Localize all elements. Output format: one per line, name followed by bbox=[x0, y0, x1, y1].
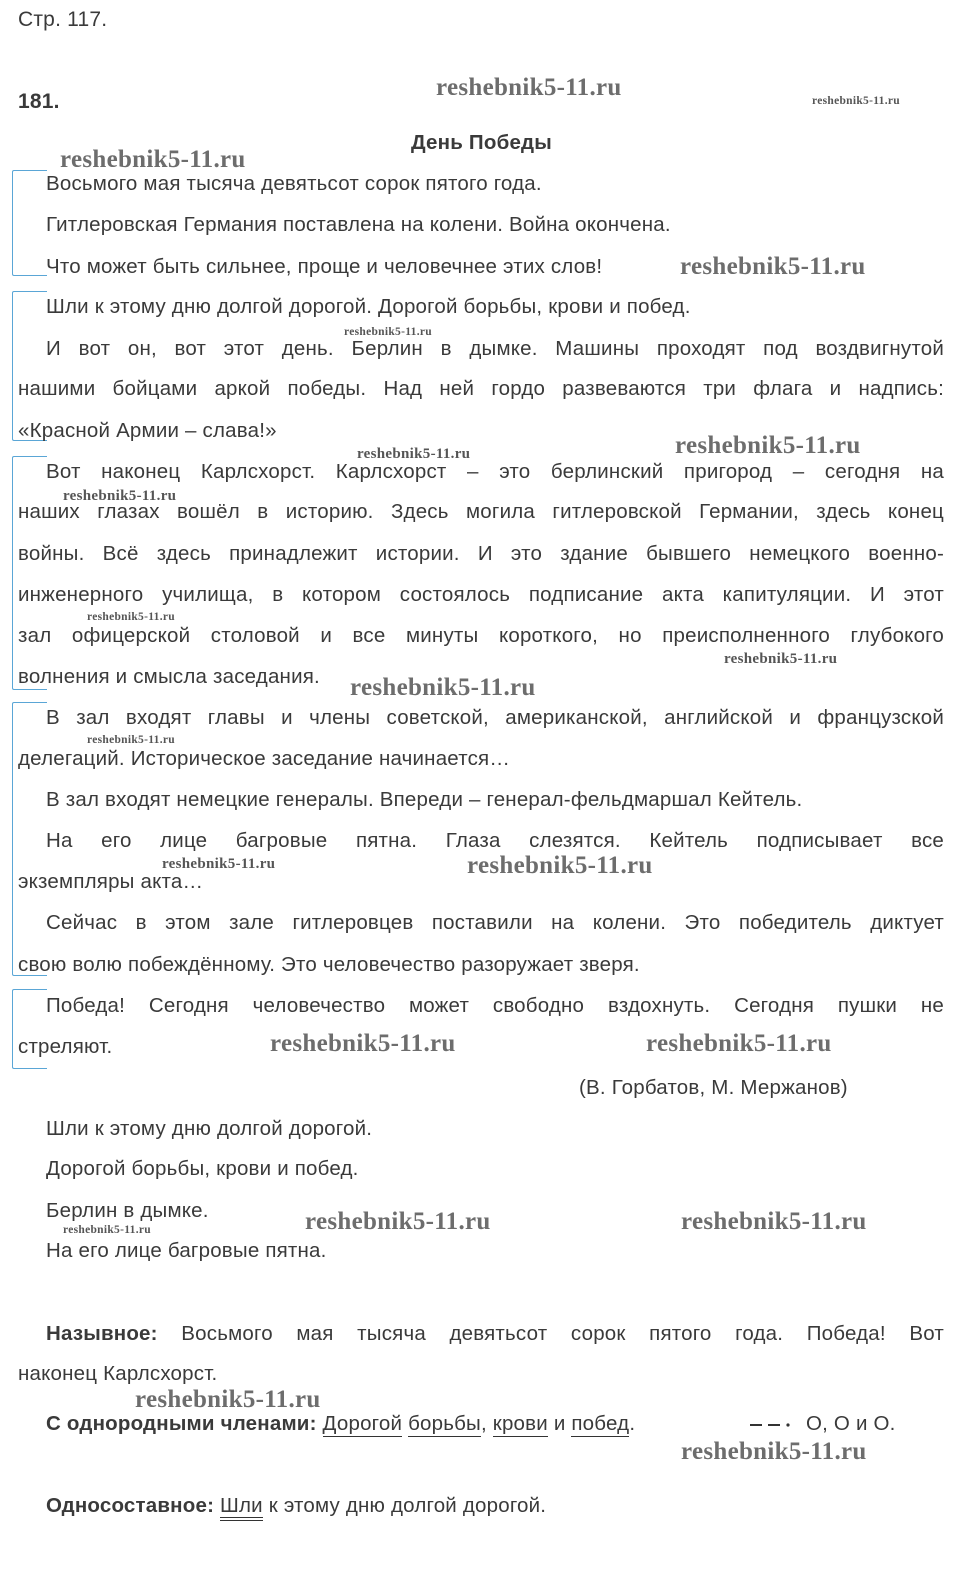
watermark: reshebnik5-11.ru bbox=[681, 1438, 867, 1465]
dash-dot-underline-icon bbox=[748, 1416, 798, 1432]
comma: , bbox=[480, 1412, 487, 1435]
text-author: (В. Горбатов, М. Мержанов) bbox=[579, 1076, 848, 1099]
watermark: reshebnik5-11.ru bbox=[357, 446, 471, 462]
text-line: наших глазах вошёл в историю. Здесь могила гитлеровской Германии, здесь конец bbox=[18, 500, 944, 523]
text-line: Что может быть сильнее, проще и человечнее этих слов! bbox=[46, 255, 603, 278]
watermark: reshebnik5-11.ru bbox=[305, 1208, 491, 1235]
watermark: reshebnik5-11.ru bbox=[135, 1386, 321, 1413]
text-line: Победа! Сегодня человечество может свободно вздохнуть. Сегодня пушки не bbox=[46, 994, 944, 1017]
nominative-text: Восьмого мая тысяча девятьсот сорок пятого года. Победа! Вот bbox=[181, 1322, 944, 1345]
homogeneous-label: С однородными членами: bbox=[46, 1412, 317, 1435]
text-line: В зал входят немецкие генералы. Впереди – генерал-фельдмаршал Кейтель. bbox=[46, 788, 803, 811]
text-title: День Победы bbox=[411, 131, 552, 154]
one-part-answer bbox=[46, 1494, 546, 1518]
watermark: reshebnik5-11.ru bbox=[350, 674, 536, 701]
text-line: Восьмого мая тысяча девятьсот сорок пятого года. bbox=[46, 172, 542, 195]
excerpt-line: На его лице багровые пятна. bbox=[46, 1239, 327, 1262]
homogeneous-word: Дорогой bbox=[322, 1412, 403, 1435]
text-line: Сейчас в этом зале гитлеровцев поставили на колени. Это победитель диктует bbox=[46, 911, 944, 934]
paragraph-bracket bbox=[12, 170, 47, 276]
watermark: reshebnik5-11.ru bbox=[724, 651, 838, 667]
text-line: войны. Всё здесь принадлежит истории. И это здание бывшего немецкого военно- bbox=[18, 542, 944, 565]
one-part-label: Односоставное: bbox=[46, 1494, 215, 1517]
watermark: reshebnik5-11.ru bbox=[270, 1030, 456, 1057]
watermark: reshebnik5-11.ru bbox=[344, 326, 432, 338]
homogeneous-answer bbox=[46, 1412, 635, 1436]
page-reference: Стр. 117. bbox=[18, 8, 108, 31]
text-line: инженерного училища, в котором состоялось подписание акта капитуляции. И этот bbox=[18, 583, 944, 606]
watermark: reshebnik5-11.ru bbox=[87, 611, 175, 623]
paragraph-bracket bbox=[12, 702, 47, 976]
nominative-answer bbox=[46, 1322, 944, 1346]
text-line: «Красной Армии – слава!» bbox=[18, 419, 277, 442]
text-line: делегаций. Историческое заседание начинается… bbox=[18, 747, 511, 770]
watermark: reshebnik5-11.ru bbox=[60, 146, 246, 173]
text-line: экземпляры акта… bbox=[18, 870, 204, 893]
watermark: reshebnik5-11.ru bbox=[680, 253, 866, 280]
exercise-number: 181. bbox=[18, 90, 60, 113]
homogeneous-word: побед bbox=[571, 1412, 630, 1435]
text-line: свою волю побеждённому. Это человечество разоружает зверя. bbox=[18, 953, 640, 976]
homogeneous-scheme: О, О и О. bbox=[806, 1412, 896, 1435]
text-line: Вот наконец Карлсхорст. Карлсхорст – это берлинский пригород – сегодня на bbox=[46, 460, 944, 483]
watermark: reshebnik5-11.ru bbox=[63, 1224, 151, 1236]
watermark: reshebnik5-11.ru bbox=[87, 734, 175, 746]
period: . bbox=[629, 1412, 636, 1435]
conjunction: и bbox=[553, 1412, 566, 1435]
paragraph-bracket bbox=[12, 456, 47, 690]
excerpt-line: Берлин в дымке. bbox=[46, 1199, 209, 1222]
text-line: волнения и смысла заседания. bbox=[18, 665, 320, 688]
predicate-word: Шли bbox=[220, 1494, 263, 1521]
watermark: reshebnik5-11.ru bbox=[467, 852, 653, 879]
watermark: reshebnik5-11.ru bbox=[646, 1030, 832, 1057]
text-line: На его лице багровые пятна. Глаза слезятся. Кейтель подписывает все bbox=[46, 829, 944, 852]
watermark: reshebnik5-11.ru bbox=[812, 95, 900, 107]
watermark: reshebnik5-11.ru bbox=[63, 488, 177, 504]
excerpt-line: Шли к этому дню долгой дорогой. bbox=[46, 1117, 373, 1140]
text-line: Гитлеровская Германия поставлена на колени. Война окончена. bbox=[46, 213, 671, 236]
text-line: И вот он, вот этот день. Берлин в дымке. Машины проходят под воздвигнутой bbox=[46, 337, 944, 360]
watermark: reshebnik5-11.ru bbox=[681, 1208, 867, 1235]
watermark: reshebnik5-11.ru bbox=[436, 74, 622, 101]
nominative-label: Назывное: bbox=[46, 1322, 158, 1345]
text-line: стреляют. bbox=[18, 1035, 113, 1058]
text-line: Шли к этому дню долгой дорогой. Дорогой борьбы, крови и побед. bbox=[46, 295, 691, 318]
homogeneous-word: крови bbox=[492, 1412, 548, 1435]
excerpt-line: Дорогой борьбы, крови и побед. bbox=[46, 1157, 359, 1180]
watermark: reshebnik5-11.ru bbox=[162, 856, 276, 872]
watermark: reshebnik5-11.ru bbox=[675, 432, 861, 459]
text-line: В зал входят главы и члены советской, американской, английской и французской bbox=[46, 706, 944, 729]
nominative-text-continued: наконец Карлсхорст. bbox=[18, 1362, 218, 1385]
one-part-rest: к этому дню долгой дорогой. bbox=[268, 1494, 547, 1517]
homogeneous-word: борьбы bbox=[408, 1412, 481, 1435]
text-line: зал офицерской столовой и все минуты короткого, но преисполненного глубокого bbox=[18, 624, 944, 647]
text-line: нашими бойцами аркой победы. Над ней гордо развеваются три флага и надпись: bbox=[18, 377, 944, 400]
